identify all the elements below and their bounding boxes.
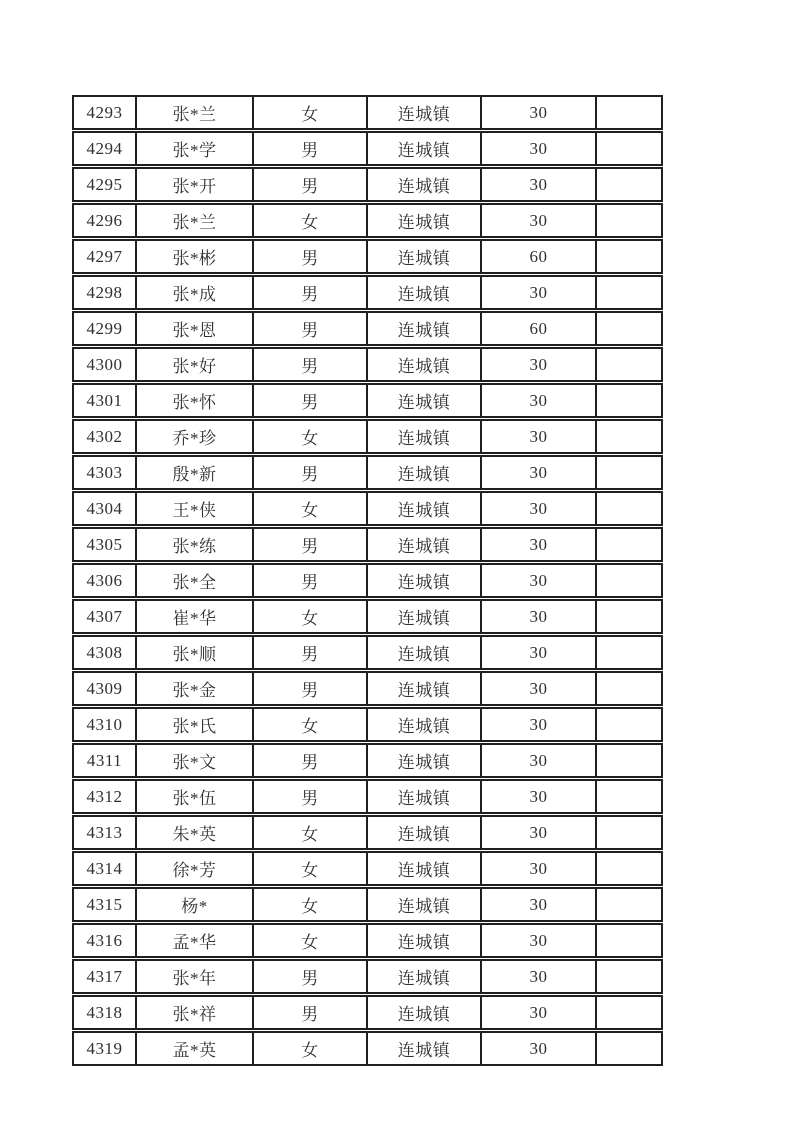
gender-cell: 女 [253, 1031, 367, 1066]
table-row [73, 419, 662, 455]
gender-cell: 男 [253, 671, 367, 707]
gender-cell: 女 [253, 419, 367, 455]
amount-cell: 30 [481, 671, 596, 707]
id-cell: 4319 [73, 1031, 136, 1066]
note-cell [596, 815, 662, 851]
id-cell: 4301 [73, 383, 136, 419]
note-cell [596, 383, 662, 419]
table-row [73, 491, 662, 527]
note-cell [596, 923, 662, 959]
id-cell: 4316 [73, 923, 136, 959]
town-cell: 连城镇 [367, 131, 481, 167]
table-body [73, 96, 662, 1065]
note-cell [596, 347, 662, 383]
name-cell: 张*顺 [136, 635, 253, 671]
id-cell: 4296 [73, 203, 136, 239]
town-cell: 连城镇 [367, 995, 481, 1031]
id-cell: 4313 [73, 815, 136, 851]
gender-cell: 女 [253, 851, 367, 887]
amount-cell: 30 [481, 851, 596, 887]
id-cell: 4314 [73, 851, 136, 887]
town-cell: 连城镇 [367, 563, 481, 599]
id-cell: 4308 [73, 635, 136, 671]
table-row [73, 1031, 662, 1066]
town-cell: 连城镇 [367, 707, 481, 743]
id-cell: 4297 [73, 239, 136, 275]
id-cell: 4295 [73, 167, 136, 203]
note-cell [596, 1031, 662, 1066]
table-row [73, 527, 662, 563]
id-cell: 4303 [73, 455, 136, 491]
note-cell [596, 959, 662, 995]
town-cell: 连城镇 [367, 491, 481, 527]
name-cell: 杨* [136, 887, 253, 923]
gender-cell: 男 [253, 239, 367, 275]
gender-cell: 男 [253, 275, 367, 311]
table-row [73, 599, 662, 635]
table-row [73, 563, 662, 599]
gender-cell: 男 [253, 995, 367, 1031]
note-cell [596, 239, 662, 275]
name-cell: 崔*华 [136, 599, 253, 635]
note-cell [596, 527, 662, 563]
amount-cell: 30 [481, 347, 596, 383]
amount-cell: 30 [481, 527, 596, 563]
amount-cell: 30 [481, 743, 596, 779]
name-cell: 徐*芳 [136, 851, 253, 887]
table-row [73, 203, 662, 239]
amount-cell: 30 [481, 203, 596, 239]
table-row [73, 959, 662, 995]
table-row [73, 887, 662, 923]
amount-cell: 30 [481, 419, 596, 455]
town-cell: 连城镇 [367, 959, 481, 995]
name-cell: 张*彬 [136, 239, 253, 275]
beneficiary-table [72, 95, 663, 1066]
name-cell: 孟*华 [136, 923, 253, 959]
table-row [73, 995, 662, 1031]
id-cell: 4317 [73, 959, 136, 995]
gender-cell: 女 [253, 491, 367, 527]
id-cell: 4299 [73, 311, 136, 347]
gender-cell: 男 [253, 635, 367, 671]
amount-cell: 30 [481, 635, 596, 671]
gender-cell: 男 [253, 743, 367, 779]
name-cell: 张*兰 [136, 203, 253, 239]
note-cell [596, 167, 662, 203]
gender-cell: 女 [253, 203, 367, 239]
id-cell: 4304 [73, 491, 136, 527]
name-cell: 张*怀 [136, 383, 253, 419]
id-cell: 4305 [73, 527, 136, 563]
note-cell [596, 131, 662, 167]
amount-cell: 30 [481, 96, 596, 131]
town-cell: 连城镇 [367, 635, 481, 671]
amount-cell: 30 [481, 1031, 596, 1066]
note-cell [596, 491, 662, 527]
table-row [73, 635, 662, 671]
note-cell [596, 599, 662, 635]
name-cell: 张*伍 [136, 779, 253, 815]
name-cell: 乔*珍 [136, 419, 253, 455]
note-cell [596, 563, 662, 599]
gender-cell: 女 [253, 599, 367, 635]
table-row [73, 779, 662, 815]
table-row [73, 239, 662, 275]
town-cell: 连城镇 [367, 779, 481, 815]
town-cell: 连城镇 [367, 275, 481, 311]
gender-cell: 男 [253, 311, 367, 347]
town-cell: 连城镇 [367, 239, 481, 275]
table-row [73, 96, 662, 131]
table-row [73, 743, 662, 779]
id-cell: 4294 [73, 131, 136, 167]
id-cell: 4307 [73, 599, 136, 635]
amount-cell: 30 [481, 167, 596, 203]
note-cell [596, 995, 662, 1031]
name-cell: 张*开 [136, 167, 253, 203]
amount-cell: 30 [481, 959, 596, 995]
amount-cell: 30 [481, 455, 596, 491]
id-cell: 4318 [73, 995, 136, 1031]
town-cell: 连城镇 [367, 311, 481, 347]
gender-cell: 男 [253, 779, 367, 815]
note-cell [596, 779, 662, 815]
town-cell: 连城镇 [367, 419, 481, 455]
gender-cell: 男 [253, 527, 367, 563]
id-cell: 4315 [73, 887, 136, 923]
amount-cell: 30 [481, 707, 596, 743]
town-cell: 连城镇 [367, 851, 481, 887]
town-cell: 连城镇 [367, 815, 481, 851]
name-cell: 张*年 [136, 959, 253, 995]
id-cell: 4298 [73, 275, 136, 311]
note-cell [596, 419, 662, 455]
name-cell: 张*恩 [136, 311, 253, 347]
name-cell: 张*好 [136, 347, 253, 383]
table-row [73, 167, 662, 203]
town-cell: 连城镇 [367, 671, 481, 707]
id-cell: 4306 [73, 563, 136, 599]
town-cell: 连城镇 [367, 203, 481, 239]
gender-cell: 男 [253, 959, 367, 995]
id-cell: 4302 [73, 419, 136, 455]
note-cell [596, 96, 662, 131]
table-row [73, 275, 662, 311]
table-row [73, 347, 662, 383]
amount-cell: 30 [481, 131, 596, 167]
name-cell: 张*全 [136, 563, 253, 599]
note-cell [596, 743, 662, 779]
note-cell [596, 455, 662, 491]
town-cell: 连城镇 [367, 887, 481, 923]
note-cell [596, 671, 662, 707]
note-cell [596, 635, 662, 671]
town-cell: 连城镇 [367, 455, 481, 491]
amount-cell: 30 [481, 491, 596, 527]
table-row [73, 671, 662, 707]
gender-cell: 男 [253, 563, 367, 599]
amount-cell: 30 [481, 275, 596, 311]
table-row [73, 383, 662, 419]
table-row [73, 923, 662, 959]
note-cell [596, 707, 662, 743]
gender-cell: 男 [253, 455, 367, 491]
id-cell: 4311 [73, 743, 136, 779]
id-cell: 4300 [73, 347, 136, 383]
id-cell: 4309 [73, 671, 136, 707]
amount-cell: 30 [481, 887, 596, 923]
town-cell: 连城镇 [367, 167, 481, 203]
name-cell: 张*练 [136, 527, 253, 563]
table-row [73, 455, 662, 491]
amount-cell: 30 [481, 815, 596, 851]
amount-cell: 30 [481, 563, 596, 599]
gender-cell: 女 [253, 887, 367, 923]
note-cell [596, 851, 662, 887]
table-row [73, 815, 662, 851]
town-cell: 连城镇 [367, 1031, 481, 1066]
gender-cell: 女 [253, 96, 367, 131]
gender-cell: 男 [253, 347, 367, 383]
name-cell: 张*学 [136, 131, 253, 167]
table-row [73, 707, 662, 743]
name-cell: 孟*英 [136, 1031, 253, 1066]
amount-cell: 30 [481, 599, 596, 635]
gender-cell: 男 [253, 131, 367, 167]
town-cell: 连城镇 [367, 383, 481, 419]
amount-cell: 30 [481, 383, 596, 419]
town-cell: 连城镇 [367, 923, 481, 959]
table-row [73, 851, 662, 887]
amount-cell: 30 [481, 923, 596, 959]
gender-cell: 女 [253, 923, 367, 959]
name-cell: 张*兰 [136, 96, 253, 131]
amount-cell: 60 [481, 239, 596, 275]
town-cell: 连城镇 [367, 96, 481, 131]
id-cell: 4310 [73, 707, 136, 743]
gender-cell: 男 [253, 167, 367, 203]
note-cell [596, 887, 662, 923]
amount-cell: 30 [481, 995, 596, 1031]
name-cell: 朱*英 [136, 815, 253, 851]
town-cell: 连城镇 [367, 347, 481, 383]
table-row [73, 311, 662, 347]
name-cell: 张*金 [136, 671, 253, 707]
name-cell: 张*祥 [136, 995, 253, 1031]
town-cell: 连城镇 [367, 599, 481, 635]
name-cell: 王*侠 [136, 491, 253, 527]
name-cell: 张*氏 [136, 707, 253, 743]
note-cell [596, 311, 662, 347]
name-cell: 张*文 [136, 743, 253, 779]
name-cell: 张*成 [136, 275, 253, 311]
town-cell: 连城镇 [367, 527, 481, 563]
gender-cell: 女 [253, 707, 367, 743]
note-cell [596, 275, 662, 311]
amount-cell: 60 [481, 311, 596, 347]
id-cell: 4312 [73, 779, 136, 815]
gender-cell: 女 [253, 815, 367, 851]
note-cell [596, 203, 662, 239]
amount-cell: 30 [481, 779, 596, 815]
name-cell: 殷*新 [136, 455, 253, 491]
town-cell: 连城镇 [367, 743, 481, 779]
id-cell: 4293 [73, 96, 136, 131]
table-row [73, 131, 662, 167]
gender-cell: 男 [253, 383, 367, 419]
